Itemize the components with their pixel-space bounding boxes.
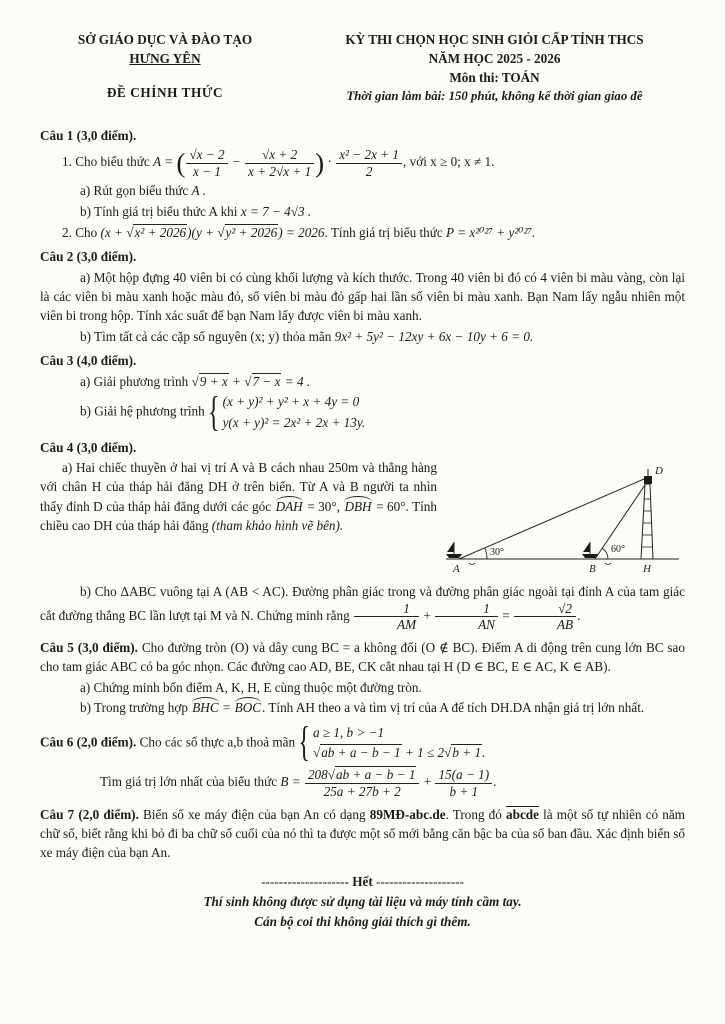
question-7 <box>40 805 685 862</box>
radical-sign: √ <box>217 225 225 241</box>
q1-part2-formula: (x + √x² + 2026)(y + √y² + 2026) = 2026 <box>100 225 325 241</box>
q1-item-b-math: x = 7 − 4√3 . <box>240 203 312 219</box>
angle-arc-60 <box>602 549 608 560</box>
q6-find-lhs: B = <box>280 774 301 790</box>
denominator: AN <box>478 617 495 633</box>
square-root <box>192 373 229 389</box>
q1-part2-tail: . Tính giá trị biểu thức <box>324 225 447 241</box>
equation-system <box>208 389 366 436</box>
q1-part1-lhs: A = <box>153 154 174 170</box>
equals-sign: = <box>219 700 234 716</box>
figure-label-B: B <box>589 563 596 576</box>
end-label: Hết <box>352 874 373 890</box>
fraction <box>185 147 228 179</box>
denominator: x − 1 <box>192 163 221 179</box>
q1-part1-condition: , với x ≥ 0; x ≠ 1. <box>403 154 495 170</box>
plus-sign: + <box>423 774 432 790</box>
q1-item-b-text: b) Tính giá trị biểu thức A khi <box>80 203 241 219</box>
system-equation-1: (x + y)² + y² + x + 4y = 0 <box>222 394 360 410</box>
angle-BOC: BOC <box>234 700 262 716</box>
square-root <box>444 744 482 760</box>
q4-item-a-note: (tham khảo hình vẽ bên). <box>211 517 344 533</box>
divider-dashes-right: -------------------- <box>376 874 464 890</box>
q4-item-a-text3: = 60°. Tính chiều cao DH của tháp hải đăng <box>40 498 437 533</box>
boat-icon <box>446 542 462 558</box>
q2-item-b-text: b) Tìm tất cả các cặp số nguyên (x; y) thỏa mãn <box>80 328 335 344</box>
q6-intro-text: Cho các số thực a,b thoả mãn <box>139 734 296 750</box>
minus-sign: − <box>231 154 241 170</box>
fraction <box>434 767 493 799</box>
question-6 <box>40 720 685 800</box>
system-brace: { <box>298 720 310 766</box>
angle-arc-30 <box>485 548 487 559</box>
fraction <box>304 767 420 799</box>
fraction <box>353 601 420 633</box>
q6-end: . <box>493 774 497 790</box>
numerator: 208√ab + a − b − 1 <box>305 767 419 784</box>
footer <box>40 872 685 931</box>
system-condition-1: a ≥ 1, b > −1 <box>312 724 385 740</box>
numerator: 15(a − 1) <box>435 767 492 784</box>
q4-item-a-text2: = 30°, <box>303 498 344 514</box>
denominator: x + 2√x + 1 <box>248 163 312 179</box>
header <box>40 30 685 106</box>
header-left <box>40 30 290 106</box>
footer-note-1: Thí sinh không được sử dụng tài liệu và máy tính cầm tay. <box>203 894 522 910</box>
subject-line: Môn thi: TOÁN <box>449 70 540 86</box>
question-5-title: Câu 5 (3,0 điểm). <box>40 640 138 656</box>
radicand: x² + 2026 <box>134 225 187 241</box>
radical-sign: √ <box>244 373 252 389</box>
fraction <box>434 601 499 633</box>
radicand: y² + 2026 <box>225 225 278 241</box>
question-2-title: Câu 2 (3,0 điểm). <box>40 249 137 265</box>
system-brace: { <box>208 389 220 436</box>
radical-sign: √ <box>444 745 452 761</box>
system-equation-2: y(x + y)² = 2x² + 2x + 13y. <box>222 414 366 430</box>
q5-item-b-text2: . Tính AH theo a và tìm vị trí của A để tích DH.DA nhận giá trị lớn nhất. <box>262 700 645 716</box>
q4-item-a <box>40 458 437 535</box>
duration-line: Thời gian làm bài: 150 phút, không kể thời gian giao đề <box>346 89 643 104</box>
q3-item-a <box>40 372 685 391</box>
radicand: ab + a − b − 1 <box>321 745 401 761</box>
q5-item-a: a) Chứng minh bốn điểm A, K, H, E cùng thuộc một đường tròn. <box>80 679 422 695</box>
q4-row <box>40 458 685 580</box>
radical-sign: √ <box>312 745 321 761</box>
question-7-title: Câu 7 (2,0 điểm). <box>40 806 139 822</box>
q7-text2: . Trong đó <box>445 806 507 822</box>
system-condition-2: √ab + a − b − 1 + 1 ≤ 2√b + 1. <box>312 745 486 761</box>
q6-intro <box>40 720 685 766</box>
end-divider <box>40 872 685 891</box>
square-root <box>126 224 187 240</box>
square-root <box>328 766 417 782</box>
plus-sign: + <box>423 607 431 623</box>
question-4-title: Câu 4 (3,0 điểm). <box>40 440 137 456</box>
q1-item-b <box>40 202 685 221</box>
q4-item-b-end: . <box>577 607 581 623</box>
numerator: x² − 2x + 1 <box>336 147 402 164</box>
fraction <box>244 147 315 179</box>
denominator: AB <box>557 617 574 633</box>
q6-find-text: Tìm giá trị lớn nhất của biểu thức <box>100 774 281 790</box>
numerator: √2 <box>514 601 576 618</box>
q7-text1: Biển số xe máy điện của bạn An có dạng <box>143 806 370 822</box>
question-5 <box>40 638 685 718</box>
figure-label-60: 60° <box>611 544 625 556</box>
q1-part1-intro: 1. Cho biểu thức <box>62 154 150 170</box>
fraction <box>513 601 577 633</box>
square-root <box>217 224 278 240</box>
q7-paragraph <box>40 805 685 862</box>
q1-part2-result: P = x²⁰²⁷ + y²⁰²⁷. <box>446 225 536 241</box>
figure-label-D: D <box>655 465 663 478</box>
official-exam-label: ĐỀ CHÍNH THỨC <box>106 85 224 101</box>
radicand: ab + a − b − 1 <box>335 767 416 783</box>
q1-item-a-text: a) Rút gọn biểu thức <box>80 183 192 199</box>
q6-find-line <box>40 767 685 799</box>
figure-label-A: A <box>453 563 460 576</box>
lighthouse-figure <box>443 462 685 580</box>
question-6-title: Câu 6 (2,0 điểm). <box>40 734 137 750</box>
denominator: b + 1 <box>449 784 479 800</box>
denominator: 2 <box>365 163 373 179</box>
q4-item-b <box>40 582 685 633</box>
q5-item-b <box>40 698 685 717</box>
q4-item-a-text1: a) Hai chiếc thuyền ở hai vị trí A và B cách nhau 250m và thẳng hàng với chân H của tháp hải đăng DH ở trên biển. Từ A và B người ta nhìn thấy đỉnh D của tháp hải đăng dưới các góc <box>40 460 437 514</box>
plate-number: 89MĐ-abc.de <box>369 806 446 822</box>
square-root <box>313 744 402 760</box>
question-1 <box>40 126 685 242</box>
equals-sign: = <box>502 607 510 623</box>
figure-label-30: 30° <box>490 547 504 559</box>
department-name: SỞ GIÁO DỤC VÀ ĐÀO TẠO <box>77 32 253 47</box>
left-paren: ( <box>176 148 186 179</box>
angle-DBH: DBH <box>344 498 372 514</box>
question-3 <box>40 351 685 436</box>
radicand: b + 1 <box>452 745 482 761</box>
footer-note-2: Cán bộ coi thi không giải thích gì thêm. <box>254 914 471 930</box>
q2-item-a: a) Một hộp đựng 40 viên bi có cùng khối lượng và kích thước. Trong 40 viên bi đó có 4 viên bi màu vàng, còn lại là các viên bi màu xanh hoặc màu đỏ, số viên bi màu đỏ gấp hai lần số viên bi màu xanh. Bạn Nam lấy ngẫu nhiên một viên bi trong hộp. Tính xác suất để bạn Nam lấy được viên bi màu xanh. <box>40 269 685 324</box>
q5-item-b-text1: b) Trong trường hợp <box>80 700 192 716</box>
q4-figure <box>443 458 685 580</box>
square-root <box>244 373 281 389</box>
denominator: AM <box>397 617 417 633</box>
q1-part2-line <box>40 223 685 242</box>
radical-sign: √ <box>126 225 134 241</box>
q3-item-b-text: b) Giải hệ phương trình <box>80 403 209 419</box>
question-3-title: Câu 3 (4,0 điểm). <box>40 352 137 368</box>
radical-sign: √ <box>191 373 199 389</box>
angle-BHC: BHC <box>192 700 219 716</box>
q1-item-a-math: A . <box>191 183 206 199</box>
q4-item-b-text: b) Cho ΔABC vuông tại A (AB < AC). Đường phân giác trong và đường phân giác ngoài tại đỉnh A của tam giác cắt đường thẳng BC lần lượt tại M và N. Chứng minh rằng <box>40 583 685 623</box>
q1-part1-line <box>40 147 685 179</box>
question-1-title: Câu 1 (3,0 điểm). <box>40 127 137 143</box>
q7-text3: là một số tự nhiên có năm chữ số, biết rằng khi bỏ đi ba chữ số cuối của nó thì ta được một số mới bằng căn bậc ba của số ban đầu. Xác định biển số xe máy điện của bạn An. <box>40 806 685 860</box>
header-right <box>290 30 685 106</box>
province-name: HƯNG YÊN <box>129 51 201 67</box>
radical-sign: √ <box>327 767 335 783</box>
radicand: 7 − x <box>252 373 281 389</box>
divider-dashes-left: -------------------- <box>261 874 349 890</box>
boat-icon <box>582 542 598 558</box>
question-2 <box>40 247 685 346</box>
exam-title: KỲ THI CHỌN HỌC SINH GIỎI CẤP TỈNH THCS <box>345 32 644 47</box>
numerator: 1 <box>354 601 419 618</box>
right-paren: ) <box>315 148 325 179</box>
figure-label-H: H <box>643 563 651 576</box>
condition-system <box>298 720 486 766</box>
fraction <box>335 147 403 179</box>
q3-item-b <box>40 389 685 436</box>
denominator: 25a + 27b + 2 <box>323 784 401 800</box>
angle-DAH: DAH <box>275 498 303 514</box>
q1-item-a <box>40 181 685 200</box>
q1-part2-intro: 2. Cho <box>62 225 98 241</box>
question-4 <box>40 438 685 633</box>
abcde-number: abcde <box>506 806 539 822</box>
q3-item-a-math: √9 + x + √7 − x = 4 . <box>191 373 311 389</box>
numerator: √x − 2 <box>186 147 227 164</box>
q3-item-a-text: a) Giải phương trình <box>80 373 192 389</box>
q5-intro-text: Cho đường tròn (O) và dây cung BC = a không đổi (O ∉ BC). Điểm A di động trên cung lớn BC sao cho tam giác ABC có ba góc nhọn. Các đường cao AD, BE, CK cắt nhau tại H (D ∈ BC, E ∈ AC, K ∈ AB). <box>40 640 685 675</box>
multiply-dot: · <box>327 154 332 170</box>
numerator: √x + 2 <box>245 147 314 164</box>
lighthouse-icon <box>641 469 653 559</box>
school-year: NĂM HỌC 2025 - 2026 <box>428 51 561 67</box>
radicand: 9 + x <box>199 373 228 389</box>
q5-intro <box>40 638 685 676</box>
q2-item-b <box>40 327 685 346</box>
q2-item-b-math: 9x² + 5y² − 12xy + 6x − 10y + 6 = 0. <box>334 328 534 344</box>
numerator: 1 <box>435 601 498 618</box>
